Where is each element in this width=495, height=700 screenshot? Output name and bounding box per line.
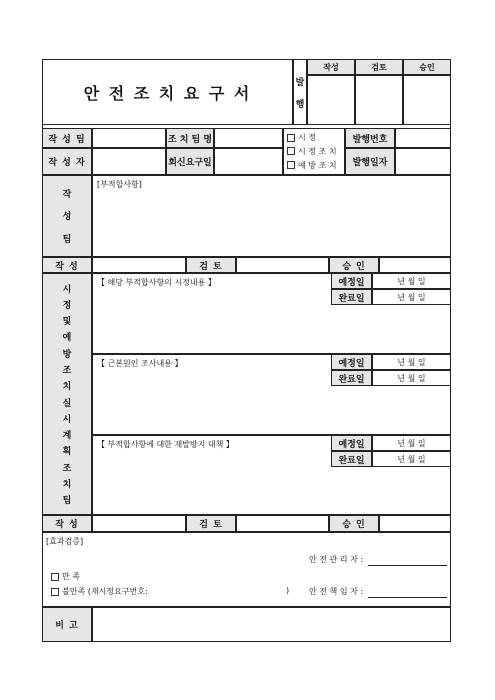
safety-officer-signature-line[interactable] (368, 596, 447, 598)
close-paren: ) (286, 586, 290, 595)
sign-write-label: 작 성 (42, 257, 92, 273)
completed-date-field[interactable]: 년 월 일 (372, 370, 451, 386)
safety-manager-signature-line[interactable] (368, 564, 447, 566)
checkbox-icon[interactable] (287, 134, 295, 142)
checkbox-icon[interactable] (51, 573, 59, 581)
sign-approve-label: 승 인 (329, 257, 379, 273)
sign-write-label: 작 성 (42, 515, 92, 532)
option-correction[interactable]: 시 정 (287, 132, 341, 143)
sign-write-field[interactable] (92, 257, 186, 273)
issue-no-field[interactable] (395, 128, 451, 148)
planned-date-label: 예정일 (331, 354, 372, 370)
remarks-label: 비 고 (42, 607, 92, 642)
author-label: 작 성 자 (42, 148, 92, 175)
option-corrective-action[interactable]: 시 정 조 치 (287, 146, 341, 157)
action-team-label: 조 치 팀 명 (166, 128, 214, 148)
option-preventive-action[interactable]: 예 방 조 치 (287, 160, 341, 171)
approval-col-approve: 승인 (403, 59, 451, 75)
planned-date-label: 예정일 (331, 435, 372, 451)
sign-write-field[interactable] (92, 515, 186, 532)
approval-sign-write[interactable] (307, 75, 355, 125)
author-team-label: 작 성 팀 (42, 128, 92, 148)
nonconformity-field[interactable] (92, 175, 451, 257)
safety-manager-label: 안 전 관 리 자 : (309, 555, 364, 564)
checkbox-icon[interactable] (287, 147, 295, 155)
nonconformity-note: [부적합사항] (97, 180, 142, 189)
sign-review-label: 검 토 (186, 257, 236, 273)
issue-date-field[interactable] (395, 148, 451, 175)
author-team-field[interactable] (92, 128, 166, 148)
approval-sign-review[interactable] (355, 75, 403, 125)
approval-sign-approve[interactable] (403, 75, 451, 125)
sign-approve-field[interactable] (379, 515, 451, 532)
option-satisfied[interactable]: 만 족 (51, 571, 80, 582)
block-note: 【 근본원인 조사내용 】 (97, 359, 183, 368)
block-note: 【 해당 부적합사항의 시정내용 】 (97, 278, 216, 287)
reply-request-field[interactable] (214, 148, 283, 175)
remarks-field[interactable] (92, 607, 451, 642)
completed-date-field[interactable]: 년 월 일 (372, 451, 451, 467)
completed-date-label: 완료일 (331, 370, 372, 386)
approval-label-char: 행 (295, 99, 305, 110)
effect-header: [효과검증] (46, 537, 84, 546)
planned-date-field[interactable]: 년 월 일 (372, 435, 451, 451)
issue-no-label: 발행번호 (345, 128, 395, 148)
completed-date-field[interactable]: 년 월 일 (372, 289, 451, 305)
reply-request-label: 회신요구일 (166, 148, 214, 175)
approval-label (293, 59, 307, 125)
planned-date-label: 예정일 (331, 273, 372, 289)
completed-date-label: 완료일 (331, 451, 372, 467)
issue-date-label: 발행일자 (345, 148, 395, 175)
sign-review-label: 검 토 (186, 515, 236, 532)
author-field[interactable] (92, 148, 166, 175)
approval-col-review: 검토 (355, 59, 403, 75)
sign-approve-field[interactable] (379, 257, 451, 273)
action-section-label: 시 정 및 예 방 조 치 실 시 계 획 조 치 팀 (42, 273, 92, 515)
form-title: 안 전 조 치 요 구 서 (83, 83, 252, 103)
sign-approve-label: 승 인 (329, 515, 379, 532)
action-team-field[interactable] (214, 128, 283, 148)
planned-date-field[interactable]: 년 월 일 (372, 273, 451, 289)
approval-col-write: 작성 (307, 59, 355, 75)
sign-review-field[interactable] (236, 257, 329, 273)
author-section-label: 작 성 팀 (42, 175, 92, 257)
completed-date-label: 완료일 (331, 289, 372, 305)
checkbox-icon[interactable] (51, 588, 59, 596)
option-unsatisfied[interactable]: 불만족 (재시정요구번호: (51, 586, 148, 597)
safety-officer-label: 안 전 책 임 자 : (309, 587, 364, 596)
approval-label-char: 발 (295, 77, 305, 88)
checkbox-icon[interactable] (287, 161, 295, 169)
option-list (283, 128, 345, 175)
form-title-cell (42, 59, 293, 125)
sign-review-field[interactable] (236, 515, 329, 532)
block-note: 【 부적합사항에 대한 재발방지 대책 】 (97, 440, 234, 449)
planned-date-field[interactable]: 년 월 일 (372, 354, 451, 370)
